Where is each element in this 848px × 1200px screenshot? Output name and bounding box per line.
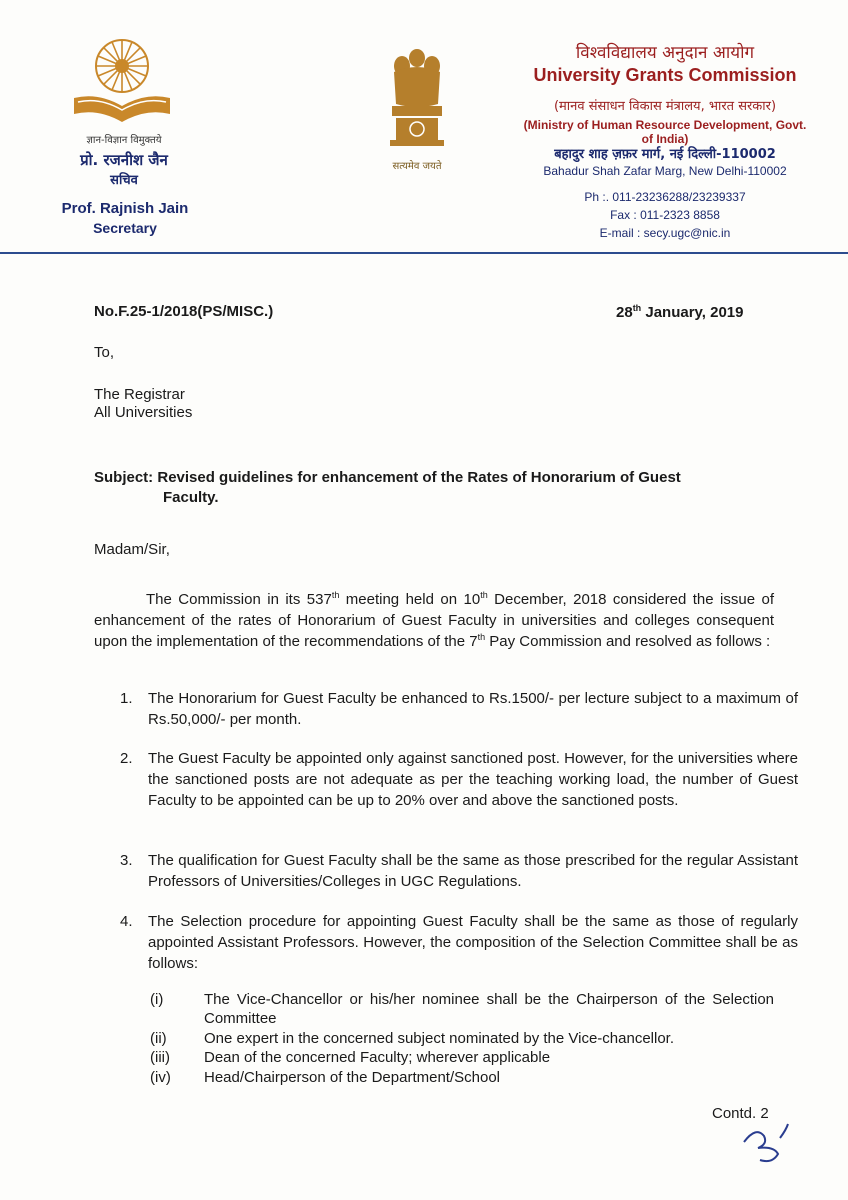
list-item-text: The qualification for Guest Faculty shall be the same as those prescribed for the regular Assistant Professors of Universities/Colleges in UGC Regulations. [148,852,798,890]
list-item-text: The Selection procedure for appointing Guest Faculty shall be the same as those of regularly appointed Assistant Professors. However, the composition of the Selection Committee shall be as follows: [148,913,798,972]
emblem-motto: सत्यमेव जयते [392,161,442,172]
designation: Secretary [93,220,157,236]
letterhead-divider [0,252,848,254]
list-item-number: 2. [120,750,133,767]
committee-item-text: One expert in the concerned subject nominated by the Vice-chancellor. [204,1030,675,1047]
fax-number: Fax : 011-2323 8858 [610,208,720,222]
letter-date [616,303,743,321]
para-part-c: December, 2018 considered the issue of enhancement of the rates of Honorarium of Guest Faculty in universities and colleges consequent upon the implementation of the recommendations of the 7 [94,591,775,650]
salutation: Madam/Sir, [94,541,170,558]
subject-text-continued: Faculty. [163,489,219,506]
committee-item-text: The Vice-Chancellor or his/her nominee shall be the Chairperson of the Selection Committee [204,991,774,1027]
reference-number: No.F.25-1/2018(PS/MISC.) [94,303,274,320]
list-item-number: 1. [120,690,133,707]
email-address: E-mail : secy.ugc@nic.in [599,226,731,240]
ugc-logo-icon [68,32,176,130]
date-rest: January, 2019 [645,304,744,321]
para-part-b: meeting held on 10 [339,591,481,608]
list-item-text: The Guest Faculty be appointed only against sanctioned post. However, for the universities where the sanctioned posts are not adequate as per the teaching working load, the number of Guest Faculty to be appointed can be up to 20% over and above the sanctioned posts. [148,750,798,809]
committee-item-number: (iii) [150,1049,170,1066]
committee-item-number: (i) [150,991,164,1008]
ministry-hindi: (मानव संसाधन विकास मंत्रालय, भारत सरकार) [553,99,777,114]
subject-line [94,467,794,489]
committee-item-text: Dean of the concerned Faculty; wherever applicable [204,1049,551,1066]
organization-name-hindi: विश्वविद्यालय अनुदान आयोग [575,43,755,63]
organization-name: University Grants Commission [533,65,797,85]
national-emblem-icon [384,44,450,156]
intro-paragraph [94,589,774,652]
para-sup-b: th [480,590,488,600]
recipient-line-1: The Registrar [94,386,185,403]
list-item-number: 4. [120,913,133,930]
para-part-a: The Commission in its 537 [146,591,332,608]
para-sup-a: th [331,590,340,600]
list-item-text: The Honorarium for Guest Faculty be enhanced to Rs.1500/- per lecture subject to a maximum of Rs.50,000/- per month. [148,690,798,728]
subject-text: Revised guidelines for enhancement of the Rates of Honorarium of Guest [157,469,681,486]
to-line: To, [94,344,115,361]
para-sup-c: th [477,632,486,642]
list-item-number: 3. [120,852,133,869]
date-day: 28 [616,304,633,321]
recipient-line-2: All Universities [94,404,193,421]
phone-number: Ph :. 011-23236288/23239337 [584,190,746,204]
ministry: (Ministry of Human Resource Development, Govt. of India) [523,118,807,146]
continued-marker: Contd. 2 [712,1105,769,1122]
officer-name-hindi: प्रो. रजनीश जैन [80,151,168,169]
handwritten-initials-icon [734,1120,794,1170]
designation-hindi: सचिव [110,173,138,188]
subject-label: Subject: [94,469,154,486]
date-suffix: th [632,303,642,313]
para-part-d: Pay Commission and resolved as follows : [485,633,771,650]
committee-item-number: (iv) [150,1069,171,1086]
committee-item-text: Head/Chairperson of the Department/School [204,1069,501,1086]
officer-name: Prof. Rajnish Jain [61,200,189,217]
committee-item-number: (ii) [150,1030,167,1047]
address: Bahadur Shah Zafar Marg, New Delhi-110002 [543,164,787,178]
ugc-motto: ज्ञान-विज्ञान विमुक्तये [86,135,162,146]
address-hindi: बहादुर शाह ज़फ़र मार्ग, नई दिल्ली-110002 [554,147,776,162]
